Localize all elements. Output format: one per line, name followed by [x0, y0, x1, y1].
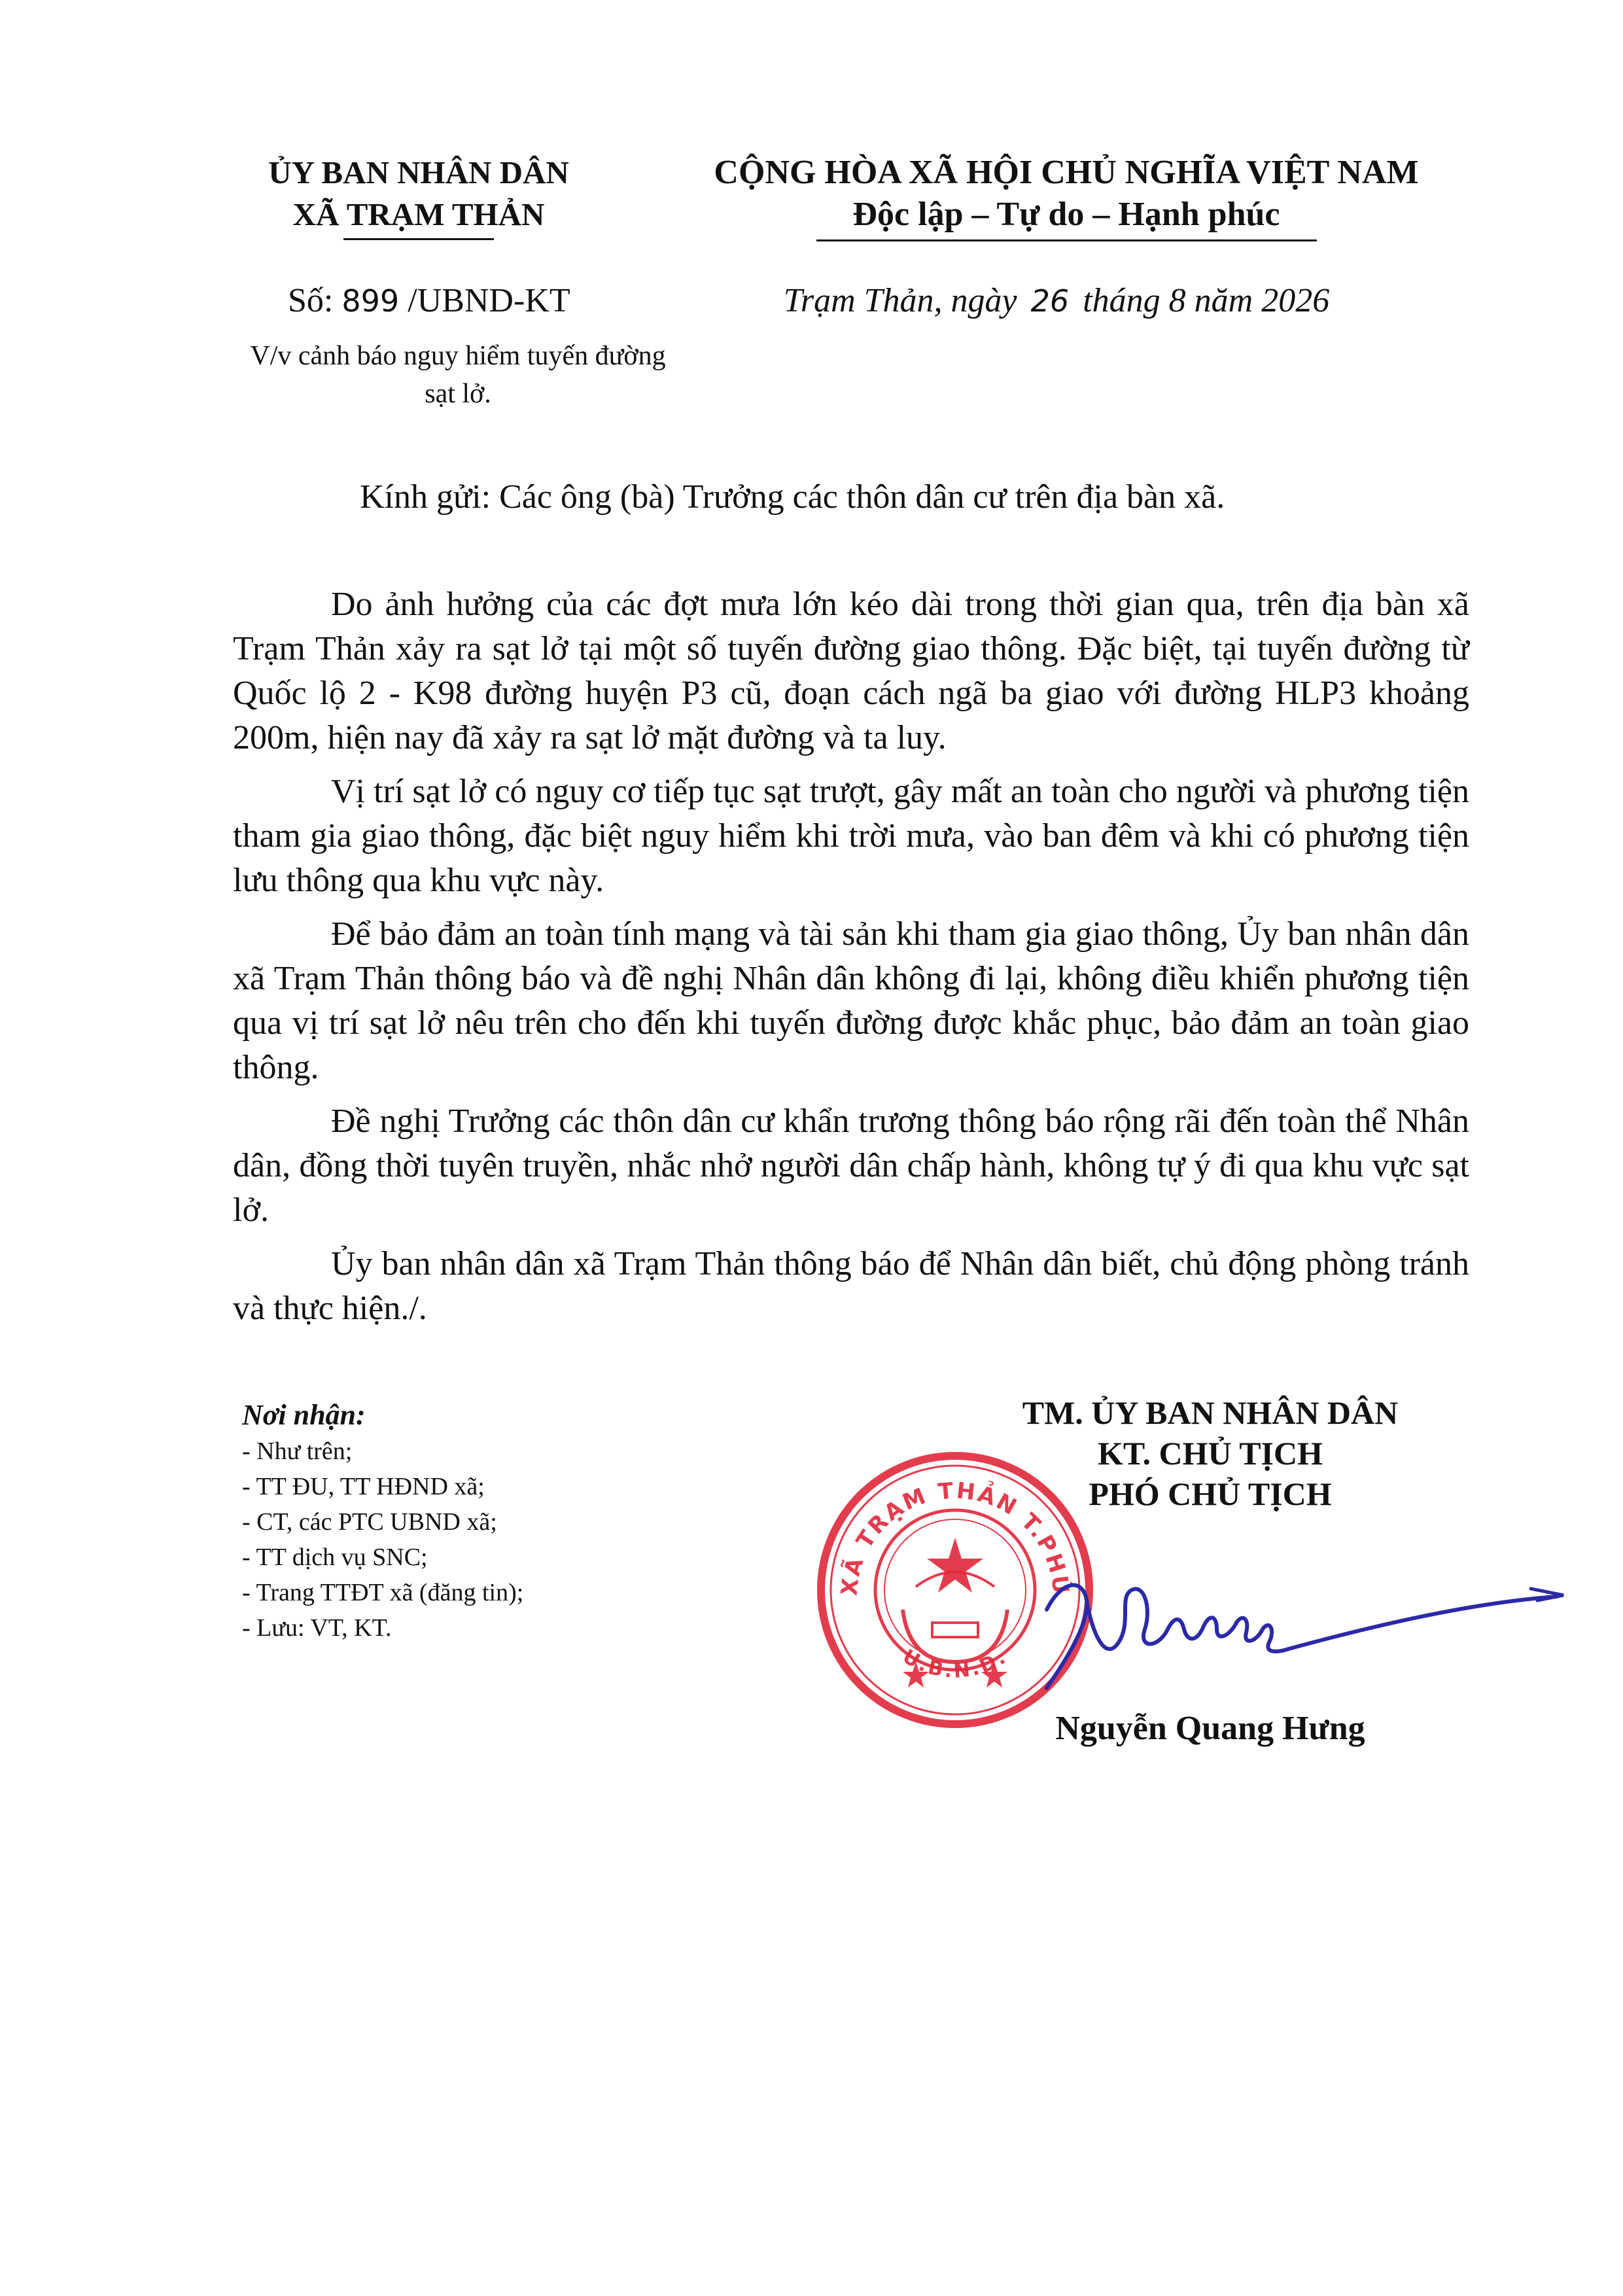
recipient-item: - Như trên; — [242, 1438, 353, 1465]
body-paragraph: Đề nghị Trưởng các thôn dân cư khẩn trương thông báo rộng rãi đến toàn thể Nhân dân, đồng thời tuyên truyền, nhắc nhở người dân chấp hành, không tự ý đi qua khu vực sạt lở. — [233, 1103, 1469, 1229]
recipient-item: - TT dịch vụ SNC; — [242, 1544, 428, 1571]
document-number — [288, 280, 570, 322]
body-paragraph: Để bảo đảm an toàn tính mạng và tài sản khi tham gia giao thông, Ủy ban nhân dân xã Trạm Thản thông báo và đề nghị Nhân dân không đi lại, không điều khiển phương tiện qua vị trí sạt lở nêu trên cho đến khi tuyến đường được khắc phục, bảo đảm an toàn giao thông. — [233, 915, 1469, 1086]
recipient-item: - Trang TTĐT xã (đăng tin); — [242, 1579, 524, 1606]
recipients-list — [242, 1397, 700, 1646]
document-body — [233, 582, 1469, 1340]
agency-underline — [343, 238, 494, 240]
date-line — [687, 280, 1426, 322]
recipient-item: - CT, các PTC UBND xã; — [242, 1508, 497, 1536]
commune-name: XÃ TRẠM THẢN — [292, 196, 545, 232]
document-subject: V/v cảnh báo nguy hiểm tuyến đường sạt lở. — [250, 341, 666, 409]
nation-name: CỘNG HÒA XÃ HỘI CHỦ NGHĨA VIỆT NAM — [714, 154, 1419, 191]
recipients-title: Nơi nhận: — [242, 1399, 366, 1431]
nation-motto: Độc lập – Tự do – Hạnh phúc — [852, 196, 1280, 233]
signature-line-1: TM. ỦY BAN NHÂN DÂN — [1022, 1394, 1399, 1431]
date-day: 26 — [1030, 283, 1070, 319]
handwritten-signature — [1021, 1557, 1609, 1701]
doc-number-value: 899 — [341, 283, 400, 319]
signer-name: Nguyễn Quang Hưng — [1055, 1710, 1365, 1747]
motto-underline — [816, 239, 1317, 241]
recipient-item: - TT ĐU, TT HĐND xã; — [242, 1473, 485, 1500]
national-header — [674, 152, 1459, 241]
body-paragraph: Vị trí sạt lở có nguy cơ tiếp tục sạt trượt, gây mất an toàn cho người và phương tiện tham gia giao thông, đặc biệt nguy hiểm khi trời mưa, vào ban đêm và khi có phương tiện lưu thông qua khu vực này. — [233, 773, 1469, 899]
body-paragraph: Ủy ban nhân dân xã Trạm Thản thông báo để Nhân dân biết, chủ động phòng tránh và thực hiện./. — [233, 1245, 1469, 1327]
signature-line-2: KT. CHỦ TỊCH — [1097, 1435, 1323, 1472]
agency-name: ỦY BAN NHÂN DÂN — [268, 154, 569, 190]
agency-header — [236, 152, 602, 240]
seal-top-text: XÃ TRẠM THẢN T.PHÚ — [836, 1477, 1074, 1597]
date-rest: tháng 8 năm 2026 — [1083, 282, 1330, 319]
body-paragraph: Do ảnh hưởng của các đợt mưa lớn kéo dài trong thời gian qua, trên địa bàn xã Trạm Thản xảy ra sạt lở tại một số tuyến đường giao thông. Đặc biệt, tại tuyến đường từ Quốc lộ 2 - K98 đường huyện P3 cũ, đoạn cách ngã ba giao với đường HLP3 khoảng 200m, hiện nay đã xảy ra sạt lở mặt đường và ta luy. — [233, 586, 1469, 756]
recipient-line: Kính gửi: Các ông (bà) Trưởng các thôn dân cư trên địa bàn xã. — [360, 478, 1225, 516]
seal-bottom-text: U.B.N.D. — [898, 1645, 1012, 1684]
signature-line-3: PHÓ CHỦ TỊCH — [1089, 1475, 1332, 1512]
date-place: Trạm Thản, ngày — [783, 282, 1017, 319]
doc-number-prefix: Số: — [288, 282, 342, 319]
doc-number-suffix: /UBND-KT — [399, 282, 570, 319]
recipient-item: - Lưu: VT, KT. — [242, 1614, 392, 1642]
